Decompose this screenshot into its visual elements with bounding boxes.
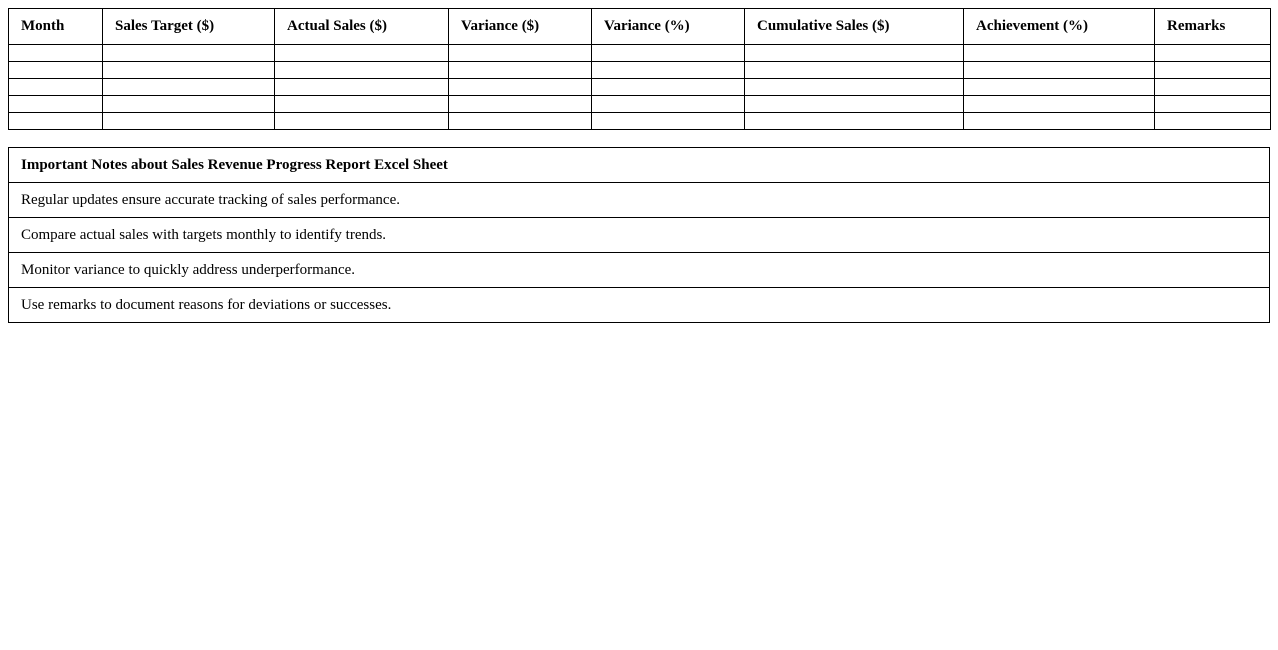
notes-heading-row: [9, 148, 1270, 183]
cell-actual-sales[interactable]: [275, 79, 449, 96]
cell-variance-percent[interactable]: [592, 45, 745, 62]
cell-variance-amount[interactable]: [449, 113, 592, 130]
note-row: [9, 253, 1270, 288]
cell-achievement[interactable]: [964, 96, 1155, 113]
cell-remarks[interactable]: [1155, 113, 1271, 130]
note-item: Regular updates ensure accurate tracking of sales performance.: [9, 183, 1270, 218]
note-row: [9, 218, 1270, 253]
table-body: [9, 45, 1271, 130]
table-row: [9, 96, 1271, 113]
cell-achievement[interactable]: [964, 79, 1155, 96]
cell-month[interactable]: [9, 45, 103, 62]
column-header-sales-target: Sales Target ($): [103, 9, 275, 45]
cell-cumulative-sales[interactable]: [745, 45, 964, 62]
note-row: [9, 183, 1270, 218]
cell-actual-sales[interactable]: [275, 113, 449, 130]
cell-remarks[interactable]: [1155, 62, 1271, 79]
cell-variance-percent[interactable]: [592, 62, 745, 79]
cell-month[interactable]: [9, 62, 103, 79]
cell-sales-target[interactable]: [103, 45, 275, 62]
note-item: Monitor variance to quickly address underperformance.: [9, 253, 1270, 288]
cell-sales-target[interactable]: [103, 113, 275, 130]
cell-variance-percent[interactable]: [592, 79, 745, 96]
cell-month[interactable]: [9, 113, 103, 130]
table-row: [9, 45, 1271, 62]
cell-variance-percent[interactable]: [592, 113, 745, 130]
column-header-variance-amount: Variance ($): [449, 9, 592, 45]
cell-cumulative-sales[interactable]: [745, 79, 964, 96]
cell-variance-amount[interactable]: [449, 96, 592, 113]
cell-variance-amount[interactable]: [449, 62, 592, 79]
cell-variance-amount[interactable]: [449, 79, 592, 96]
table-header-row: [9, 9, 1271, 45]
column-header-month: Month: [9, 9, 103, 45]
cell-month[interactable]: [9, 79, 103, 96]
column-header-cumulative-sales: Cumulative Sales ($): [745, 9, 964, 45]
cell-actual-sales[interactable]: [275, 62, 449, 79]
cell-remarks[interactable]: [1155, 45, 1271, 62]
cell-cumulative-sales[interactable]: [745, 96, 964, 113]
cell-cumulative-sales[interactable]: [745, 113, 964, 130]
cell-sales-target[interactable]: [103, 62, 275, 79]
column-header-actual-sales: Actual Sales ($): [275, 9, 449, 45]
cell-achievement[interactable]: [964, 45, 1155, 62]
cell-actual-sales[interactable]: [275, 45, 449, 62]
note-item: Use remarks to document reasons for deviations or successes.: [9, 288, 1270, 323]
cell-variance-percent[interactable]: [592, 96, 745, 113]
column-header-remarks: Remarks: [1155, 9, 1271, 45]
sales-progress-table: [8, 8, 1271, 130]
important-notes-table: [8, 147, 1270, 323]
table-row: [9, 79, 1271, 96]
table-row: [9, 113, 1271, 130]
cell-variance-amount[interactable]: [449, 45, 592, 62]
note-item: Compare actual sales with targets monthly to identify trends.: [9, 218, 1270, 253]
cell-achievement[interactable]: [964, 62, 1155, 79]
cell-sales-target[interactable]: [103, 96, 275, 113]
cell-remarks[interactable]: [1155, 79, 1271, 96]
note-row: [9, 288, 1270, 323]
column-header-achievement: Achievement (%): [964, 9, 1155, 45]
cell-achievement[interactable]: [964, 113, 1155, 130]
table-row: [9, 62, 1271, 79]
notes-heading: Important Notes about Sales Revenue Progress Report Excel Sheet: [9, 148, 1270, 183]
cell-month[interactable]: [9, 96, 103, 113]
column-header-variance-percent: Variance (%): [592, 9, 745, 45]
cell-remarks[interactable]: [1155, 96, 1271, 113]
cell-cumulative-sales[interactable]: [745, 62, 964, 79]
cell-actual-sales[interactable]: [275, 96, 449, 113]
cell-sales-target[interactable]: [103, 79, 275, 96]
